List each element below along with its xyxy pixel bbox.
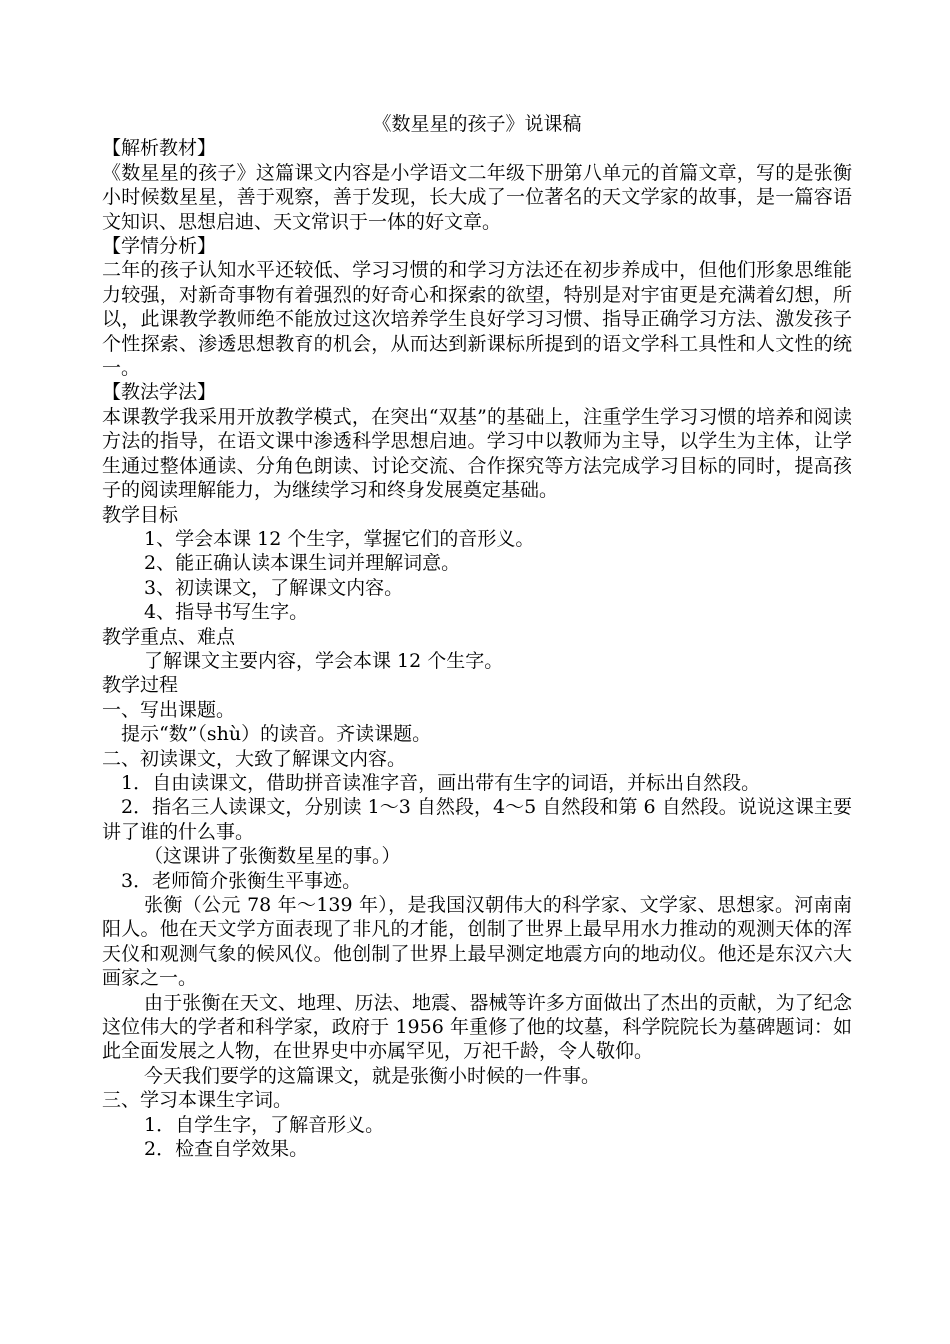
paragraph: 二年的孩子认知水平还较低、学习习惯的和学习方法还在初步养成中，但他们形象思维能力较强，对新奇事物有着强烈的好奇心和探索的欲望，特别是对宇宙更是充满着幻想，所以，此课教学教师绝不能放过这次培养学生良好学习习惯、指导正确学习方法、激发孩子个性探索、渗透思想教育的机会，从而达到新课标所提到的语文学科工具性和人文性的统一。 — [102, 259, 852, 380]
paragraph: 1．自学生字，了解音形义。 — [144, 1113, 385, 1136]
paragraph: 2、能正确认读本课生词并理解词意。 — [144, 552, 461, 575]
paragraph: 今天我们要学的这篇课文，就是张衡小时候的一件事。 — [144, 1064, 601, 1087]
paragraph: 【学情分析】 — [102, 235, 217, 258]
paragraph: 二、初读课文，大致了解课文内容。 — [102, 747, 407, 770]
document-title: 《数星星的孩子》说课稿 — [372, 113, 582, 135]
paragraph: 教学目标 — [102, 503, 179, 526]
paragraph: 2．检查自学效果。 — [144, 1138, 309, 1161]
paragraph: 教学过程 — [102, 674, 179, 697]
paragraph: 《数星星的孩子》这篇课文内容是小学语文二年级下册第八单元的首篇文章，写的是张衡小时候数星星，善于观察，善于发现，长大成了一位著名的天文学家的故事，是一篇容语文知识、思想启迪、天文常识于一体的好文章。 — [102, 161, 852, 233]
paragraph: 教学重点、难点 — [102, 625, 236, 648]
paragraph: 4、指导书写生字。 — [144, 601, 309, 624]
paragraph: 3．老师简介张衡生平事迹。 — [121, 869, 362, 892]
paragraph: 三、学习本课生字词。 — [102, 1089, 293, 1112]
paragraph: 【教法学法】 — [102, 381, 217, 404]
paragraph: 一、写出课题。 — [102, 698, 236, 721]
paragraph: 本课教学我采用开放教学模式，在突出“双基”的基础上，注重学生学习习惯的培养和阅读方法的指导，在语文课中渗透科学思想启迪。学习中以教师为主导，以学生为主体，让学生通过整体通读、分角色朗读、讨论交流、合作探究等方法完成学习目标的同时，提高孩子的阅读理解能力，为继续学习和终身发展奠定基础。 — [102, 405, 852, 502]
paragraph: 提示“数”（shù）的读音。齐读课题。 — [121, 723, 432, 746]
paragraph: （这课讲了张衡数星星的事。） — [144, 845, 401, 868]
paragraph: 3、初读课文，了解课文内容。 — [144, 576, 404, 599]
paragraph: 了解课文主要内容，学会本课 12 个生字。 — [144, 649, 504, 672]
paragraph: 2．指名三人读课文，分别读 1～3 自然段，4～5 自然段和第 6 自然段。说说这课主要讲了谁的什么事。 — [102, 796, 852, 843]
paragraph: 1．自由读课文，借助拼音读准字音，画出带有生字的词语，并标出自然段。 — [121, 771, 761, 794]
paragraph: 由于张衡在天文、地理、历法、地震、器械等许多方面做出了杰出的贡献，为了纪念这位伟大的学者和科学家，政府于 1956 年重修了他的坟墓，科学院院长为墓碑题词：如此全面发展之人物，在世界史中亦属罕见，万祀千龄，令人敬仰。 — [102, 991, 852, 1063]
paragraph: 张衡（公元 78 年～139 年），是我国汉朝伟大的科学家、文学家、思想家。河南南阳人。他在天文学方面表现了非凡的才能，创制了世界上最早用水力推动的观测天体的浑天仪和观测气象的候风仪。他创制了世界上最早测定地震方向的地动仪。他还是东汉六大画家之一。 — [102, 894, 852, 990]
document-page — [102, 112, 852, 1161]
document-body — [102, 136, 852, 1161]
paragraph: 1、学会本课 12 个生字，掌握它们的音形义。 — [144, 527, 535, 550]
paragraph: 【解析教材】 — [102, 137, 217, 160]
